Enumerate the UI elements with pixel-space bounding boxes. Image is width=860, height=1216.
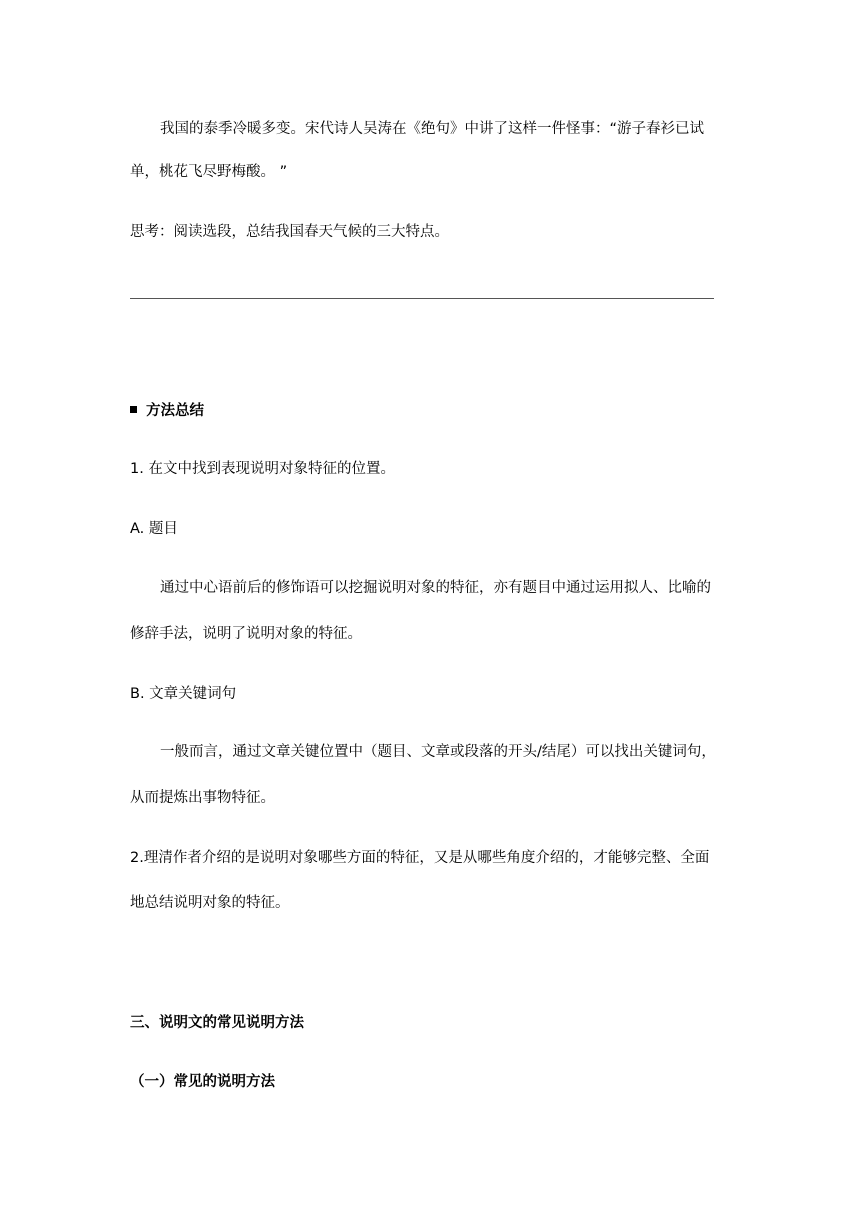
- square-bullet-icon: [130, 406, 137, 413]
- list-item: A. 题目: [130, 521, 178, 537]
- list-item: 2.理清作者介绍的是说明对象哪些方面的特征，又是从哪些角度介绍的，才能够完整、全面: [130, 850, 710, 866]
- question-line: 思考：阅读选段，总结我国春天气候的三大特点。: [130, 224, 449, 240]
- answer-blank-line: [130, 298, 714, 299]
- paragraph-line: 我国的泰季冷暖多变。宋代诗人吴涛在《绝句》中讲了这样一件怪事：“游子春衫已试: [160, 121, 705, 137]
- list-item: 1. 在文中找到表现说明对象特征的位置。: [130, 461, 395, 477]
- section-subheading: （一）常见的说明方法: [130, 1074, 275, 1090]
- list-item: B. 文章关键词句: [130, 686, 237, 702]
- paragraph-line: 一般而言，通过文章关键位置中（题目、文章或段落的开头/结尾）可以找出关键词句，: [160, 744, 716, 760]
- paragraph-line: 单，桃花飞尽野梅酸。 ”: [130, 164, 288, 180]
- method-summary-heading-text: 方法总结: [146, 403, 204, 419]
- paragraph-line: 从而提炼出事物特征。: [130, 790, 275, 806]
- section-heading: 三、说明文的常见说明方法: [130, 1015, 304, 1031]
- paragraph-line: 修辞手法，说明了说明对象的特征。: [130, 626, 362, 642]
- paragraph-line: 通过中心语前后的修饰语可以挖掘说明对象的特征，亦有题目中通过运用拟人、比喻的: [160, 580, 711, 596]
- method-summary-heading: [130, 401, 204, 421]
- paragraph-line: 地总结说明对象的特征。: [130, 895, 290, 911]
